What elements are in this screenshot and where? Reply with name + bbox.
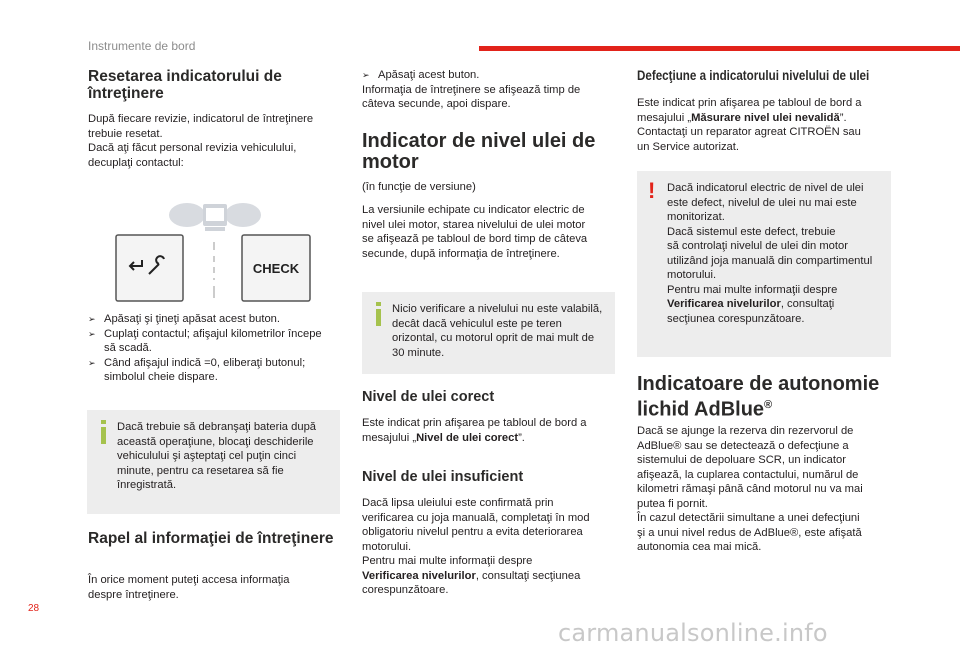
arrow-bullet-icon: ➢ [88, 314, 96, 324]
heading-reset-indicator: Resetarea indicatorului de întreţinere [88, 68, 282, 102]
text-line: Cuplaţi contactul; afişajul kilometrilor începe [104, 327, 322, 340]
correct-paragraph [362, 416, 620, 445]
text-line [362, 569, 620, 584]
text-fragment: mesajului „ [637, 111, 692, 124]
text-line: nivel ulei motor, starea nivelului de ulei motor [362, 218, 586, 231]
text-line: Dacă lipsa uleiului este confirmată prin [362, 497, 554, 509]
text-line [667, 297, 881, 312]
arrow-bullet-icon: ➢ [362, 70, 370, 80]
text-fragment: lichid AdBlue [637, 398, 765, 421]
text-line: trebuie resetat. [88, 127, 163, 140]
text-fragment: ”. [839, 111, 847, 124]
text-line: Este indicat prin afişarea pe tabloul de bord a [637, 97, 862, 109]
text-fragment: , consultaţi secţiunea [475, 569, 581, 582]
text-line [637, 439, 893, 454]
text-fragment: ”. [518, 431, 525, 444]
reference-text: Verificarea nivelurilor [362, 569, 476, 582]
text-line: sistemului de depoluare SCR, un indicator [637, 454, 846, 466]
heading-maintenance-recall: Rapel al informaţiei de întreţinere [88, 530, 334, 547]
text-line: decuplaţi contactul: [88, 156, 184, 169]
text-line: motor [362, 151, 419, 173]
text-line: putea fi pornit. [637, 497, 708, 510]
heading-correct-oil-level: Nivel de ulei corect [362, 389, 495, 405]
text-line: câteva secunde, apoi dispare. [362, 98, 511, 110]
text-line: este defect, nivelul de ulei nu mai este [667, 196, 857, 209]
text-line: autonomia cea mai mică. [637, 541, 762, 553]
section-title: Instrumente de bord [88, 39, 196, 53]
text-line: această operaţiune, blocaţi deschiderile [117, 435, 314, 448]
check-button-label: CHECK [252, 261, 300, 276]
text-line: decât dacă vehiculul este pe teren [392, 317, 562, 330]
text-line: 30 minute. [392, 346, 445, 359]
arrow-bullet-icon: ➢ [88, 357, 96, 368]
dashboard-button-illustration [105, 190, 325, 305]
text-line: să scadă. [104, 342, 152, 354]
step-paragraph [362, 83, 620, 112]
text-line: Când afişajul indică =0, eliberaţi butonul; [104, 356, 306, 369]
text-line: minute, pentru ca resetarea să fie [117, 464, 284, 477]
heading-insufficient-oil-level: Nivel de ulei insuficient [362, 469, 524, 485]
text-line: simbolul cheie dispare. [104, 371, 218, 383]
text-line: După fiecare revizie, indicatorul de întreţinere [88, 113, 314, 125]
instrument-cluster-icon [169, 203, 261, 231]
message-text: Măsurare nivel ulei nevalidă [691, 111, 840, 124]
recall-paragraph [88, 573, 343, 602]
reset-button-graphic [116, 235, 183, 301]
text-line: vehiculului şi aşteptaţi cel puţin cinci [117, 450, 297, 462]
step-item [88, 356, 348, 385]
page-number: 28 [28, 603, 40, 614]
text-fragment: , consultaţi [780, 298, 835, 310]
step-item [88, 312, 348, 327]
fault-warning-box [637, 171, 891, 357]
text-line: motorului. [667, 269, 717, 281]
text-line: Dacă sistemul este defect, trebuie [667, 225, 836, 238]
text-line: secţiunea corespunzătoare. [667, 312, 805, 325]
text-line: În cazul detectării simultane a unei defecţiuni [637, 512, 860, 524]
step-item [88, 327, 348, 356]
info-icon [372, 302, 385, 326]
text-line: afişează, la cuplarea contactului, numărul de [637, 468, 859, 481]
heading-oil-level-indicator [362, 131, 620, 173]
text-line: se afişează pe tabloul de bord timp de câteva [362, 233, 588, 245]
heading-oil-indicator-fault: Defecţiune a indicatorului nivelului de ulei [637, 68, 870, 83]
version-note: (în funcţie de versiune) [362, 181, 476, 193]
text-fragment: şi a unui nivel redus de AdBlue [637, 526, 790, 539]
text-line: La versiunile echipate cu indicator electric de [362, 204, 585, 216]
text-fragment: ® sau se detectează o defecţiune a [673, 439, 849, 452]
text-line: Dacă indicatorul electric de nivel de ulei [667, 182, 864, 194]
adblue-paragraph [637, 424, 893, 555]
text-line: Informaţia de întreţinere se afişează timp de [362, 83, 581, 96]
reset-steps [88, 312, 348, 385]
text-line: În orice moment puteţi accesa informaţia [88, 574, 290, 586]
text-line: monitorizat. [667, 211, 725, 223]
text-fragment: ®, este afişată [790, 526, 862, 539]
text-line: Dacă aţi făcut personal revizia vehiculului, [88, 142, 297, 154]
text-line: Pentru mai multe informaţii despre [362, 555, 533, 567]
text-line: Apăsaţi şi ţineţi apăsat acest buton. [104, 313, 281, 325]
text-line: verificarea cu joja manuală, completaţi în mod [362, 511, 590, 524]
text-line: obligatoriu nivelul pentru a evita deteriorarea [362, 526, 583, 538]
text-line: înregistrată. [117, 479, 177, 491]
text-line: orizontal, cu motorul oprit de mai mult de [392, 332, 595, 344]
text-line: despre întreţinere. [88, 588, 179, 601]
reference-text: Verificarea nivelurilor [667, 298, 781, 310]
column-1 [88, 68, 343, 102]
oil-paragraph [362, 203, 620, 261]
step-item [362, 68, 620, 83]
header-accent-bar [479, 46, 960, 51]
warning-icon: ! [648, 178, 656, 203]
text-fragment: mesajului „ [362, 431, 417, 444]
text-line: kilometri rămaşi până când motorul nu va mai [637, 483, 863, 495]
text-line: Indicator de nivel ulei de [362, 130, 596, 152]
registered-mark: ® [764, 399, 773, 411]
text-line: un Service autorizat. [637, 140, 739, 153]
text-line: Nicio verificare a nivelului nu este valabilă, [392, 303, 603, 315]
text-line [362, 431, 620, 446]
level-check-note [362, 292, 615, 374]
battery-note [87, 410, 340, 514]
text-line: Apăsaţi acest buton. [378, 69, 480, 81]
arrow-bullet-icon: ➢ [88, 328, 96, 339]
text-line [637, 111, 893, 126]
low-oil-paragraph [362, 496, 620, 598]
fault-paragraph [637, 96, 893, 154]
heading-adblue-range [637, 374, 907, 421]
text-line: Dacă trebuie să debranşaţi bateria după [117, 421, 317, 433]
text-line [637, 526, 893, 541]
text-line: să controlaţi nivelul de ulei din motor [667, 240, 848, 252]
text-line: utilizând joja manuală din compartimentul [667, 254, 873, 267]
text-line: Dacă se ajunge la rezerva din rezervorul de [637, 425, 854, 437]
info-icon [97, 420, 110, 444]
text-line: Indicatoare de autonomie [637, 373, 880, 395]
message-text: Nivel de ulei corect [416, 431, 519, 444]
text-line: motorului. [362, 540, 412, 553]
text-line: Pentru mai multe informaţii despre [667, 283, 838, 296]
text-line: Este indicat prin afişarea pe tabloul de bord a [362, 417, 587, 429]
text-line: Contactaţi un reparator agreat CITROËN sau [637, 126, 861, 138]
column-2 [362, 68, 620, 112]
text-line [637, 395, 907, 421]
watermark: carmanualsonline.info [558, 619, 828, 647]
reset-paragraph [88, 112, 343, 170]
text-line: corespunzătoare. [362, 584, 449, 596]
text-fragment: AdBlue [637, 439, 674, 452]
text-line: secunde, după informaţia de întreţinere. [362, 247, 560, 260]
